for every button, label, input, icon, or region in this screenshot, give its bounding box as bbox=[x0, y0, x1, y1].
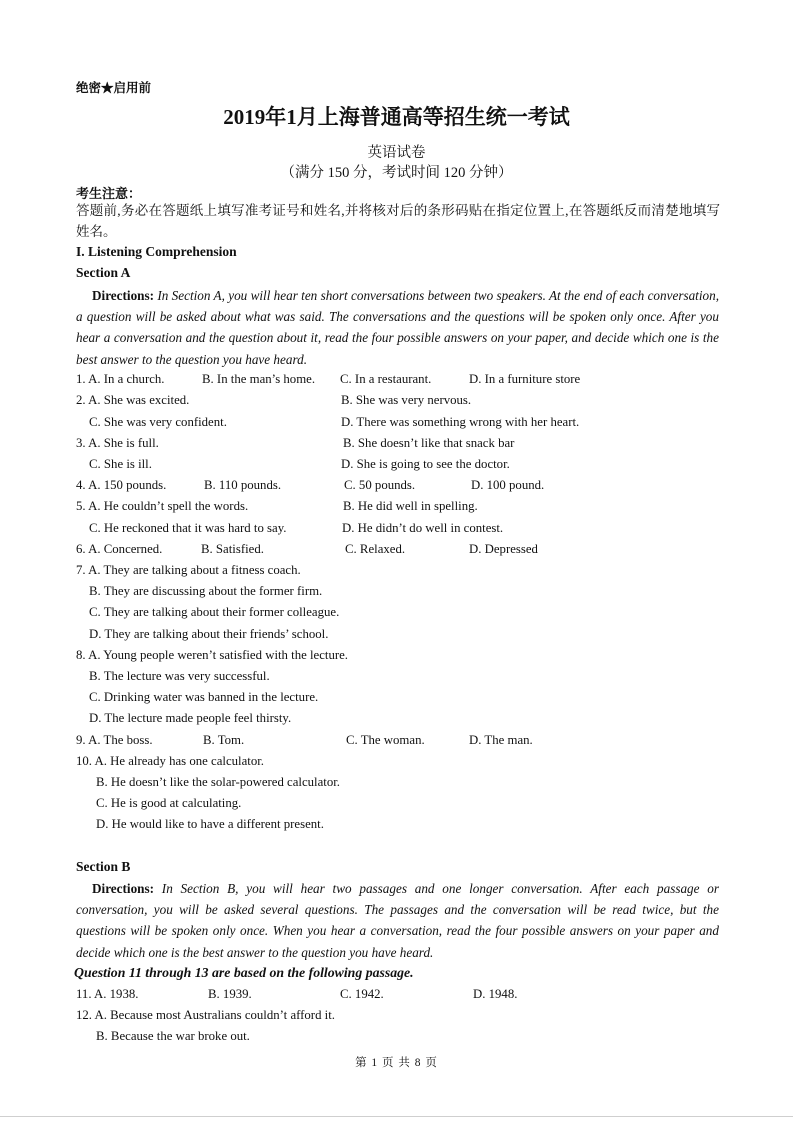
q9-option-a: 9. A. The boss. bbox=[76, 733, 153, 747]
score-time: （满分 150 分，考试时间 120 分钟） bbox=[280, 165, 513, 181]
q6-option-d: D. Depressed bbox=[469, 542, 538, 556]
passage-label: Question 11 through 13 are based on the following passage. bbox=[74, 965, 414, 980]
q8-option-c: C. Drinking water was banned in the lecture. bbox=[89, 690, 319, 704]
q8-option-a: 8. A. Young people weren’t satisfied with the lecture. bbox=[76, 648, 349, 662]
q3-option-b: B. She doesn’t like that snack bar bbox=[343, 436, 515, 450]
q3-option-a: 3. A. She is full. bbox=[76, 436, 159, 450]
q10-option-c: C. He is good at calculating. bbox=[96, 796, 242, 810]
q3-option-d: D. She is going to see the doctor. bbox=[341, 457, 510, 471]
q9-option-c: C. The woman. bbox=[346, 733, 425, 747]
q3-option-c: C. She is ill. bbox=[89, 457, 152, 471]
q5-option-c: C. He reckoned that it was hard to say. bbox=[89, 521, 287, 535]
section-a-directions bbox=[76, 285, 719, 370]
q6-option-b: B. Satisfied. bbox=[201, 542, 264, 556]
q8-option-d: D. The lecture made people feel thirsty. bbox=[89, 711, 292, 725]
q1-option-c: C. In a restaurant. bbox=[340, 372, 432, 386]
q8-option-b: B. The lecture was very successful. bbox=[89, 669, 270, 683]
q11-option-d: D. 1948. bbox=[473, 987, 518, 1001]
exam-subtitle: 英语试卷 bbox=[367, 145, 426, 161]
q7-option-c: C. They are talking about their former colleague. bbox=[89, 605, 340, 619]
q4-option-c: C. 50 pounds. bbox=[344, 478, 416, 492]
section-b-directions bbox=[76, 878, 719, 963]
directions-label: Directions: bbox=[92, 288, 155, 303]
notice-heading: 考生注意： bbox=[76, 186, 142, 201]
q4-option-b: B. 110 pounds. bbox=[204, 478, 282, 492]
page-number: 第 1 页 共 8 页 bbox=[355, 1057, 438, 1069]
part-heading: I. Listening Comprehension bbox=[76, 244, 237, 259]
confidential-label: 绝密★启用前 bbox=[76, 81, 152, 95]
q9-option-d: D. The man. bbox=[469, 733, 533, 747]
q5-option-b: B. He did well in spelling. bbox=[343, 499, 478, 513]
q4-option-a: 4. A. 150 pounds. bbox=[76, 478, 167, 492]
q10-option-b: B. He doesn’t like the solar-powered calculator. bbox=[96, 775, 340, 789]
q5-option-a: 5. A. He couldn’t spell the words. bbox=[76, 499, 249, 513]
q6-option-c: C. Relaxed. bbox=[345, 542, 406, 556]
q10-option-d: D. He would like to have a different present. bbox=[96, 817, 324, 831]
q5-option-d: D. He didn’t do well in contest. bbox=[342, 521, 504, 535]
q11-option-a: 11. A. 1938. bbox=[76, 987, 139, 1001]
page-bottom-rule bbox=[0, 1116, 793, 1117]
exam-title: 2019年1月上海普通高等招生统一考试 bbox=[223, 105, 570, 129]
q12-option-a: 12. A. Because most Australians couldn’t afford it. bbox=[76, 1008, 335, 1022]
q6-option-a: 6. A. Concerned. bbox=[76, 542, 163, 556]
q4-option-d: D. 100 pound. bbox=[471, 478, 545, 492]
q2-option-c: C. She was very confident. bbox=[89, 415, 227, 429]
q10-option-a: 10. A. He already has one calculator. bbox=[76, 754, 264, 768]
q7-option-a: 7. A. They are talking about a fitness coach. bbox=[76, 563, 301, 577]
q7-option-d: D. They are talking about their friends’ school. bbox=[89, 627, 329, 641]
directions-text: In Section A, you will hear ten short conversations between two speakers. At the end of each conversation, a question will be asked about what was said. The conversations and the questions will be spoken only once. After you hear a conversation and the question about it, read the four possible answers on your paper, and decide which one is the best answer to the question you have heard. bbox=[76, 288, 719, 367]
q1-option-b: B. In the man’s home. bbox=[202, 372, 316, 386]
section-b-heading: Section B bbox=[76, 859, 131, 874]
q2-option-a: 2. A. She was excited. bbox=[76, 393, 190, 407]
section-a-heading: Section A bbox=[76, 265, 131, 280]
q12-option-b: B. Because the war broke out. bbox=[96, 1029, 250, 1043]
q11-option-c: C. 1942. bbox=[340, 987, 384, 1001]
notice-text: 答题前,务必在答题纸上填写准考证号和姓名,并将核对后的条形码贴在指定位置上,在答题纸反而清楚地填写姓名。 bbox=[76, 203, 720, 239]
q2-option-b: B. She was very nervous. bbox=[341, 393, 472, 407]
q1-option-d: D. In a furniture store bbox=[469, 372, 581, 386]
q11-option-b: B. 1939. bbox=[208, 987, 252, 1001]
q2-option-d: D. There was something wrong with her heart. bbox=[341, 415, 580, 429]
q7-option-b: B. They are discussing about the former firm. bbox=[89, 584, 323, 598]
q9-option-b: B. Tom. bbox=[203, 733, 245, 747]
q1-option-a: 1. A. In a church. bbox=[76, 372, 165, 386]
directions-label: Directions: bbox=[92, 881, 155, 896]
directions-text: In Section B, you will hear two passages and one longer conversation. After each passage or conversation, you will be asked several questions. The passages and the conversation will be read twice, but the questions will be spoken only once. When you hear a conversation, read the four possible answers on your paper and decide which one is the best answer to the question you have heard. bbox=[76, 881, 719, 960]
